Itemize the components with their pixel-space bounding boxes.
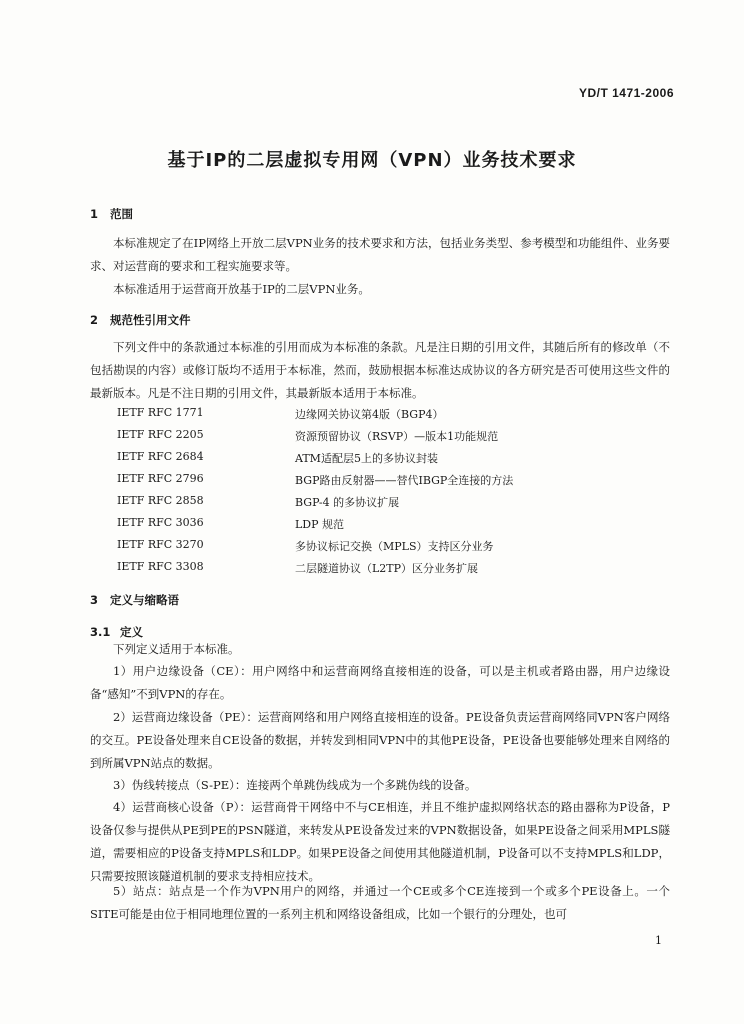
reference-title: ATM适配层5上的多协议封装: [295, 452, 438, 465]
reference-title: 资源预留协议（RSVP）—版本1功能规范: [295, 430, 499, 443]
standard-code: YD/T 1471-2006: [578, 86, 674, 100]
page-title: 基于IP的二层虚拟专用网（VPN）业务技术要求: [167, 150, 577, 171]
reference-row: [117, 494, 637, 514]
reference-code: IETF RFC 2684: [117, 450, 204, 463]
reference-code: IETF RFC 3308: [117, 560, 204, 573]
section-3-heading: [90, 592, 179, 608]
section-title: 规范性引用文件: [110, 313, 191, 327]
section-1-paragraph: 本标准适用于运营商开放基于IP的二层VPN业务。: [113, 282, 370, 296]
reference-code: IETF RFC 3270: [117, 538, 204, 551]
reference-title: BGP-4 的多协议扩展: [295, 496, 400, 509]
section-1-heading: [90, 206, 133, 222]
reference-row: [117, 428, 637, 448]
definition-item: 4）运营商核心设备（P）：运营商骨干网络中不与CE相连，并且不维护虚拟网络状态的路由器称为P设备，P设备仅参与提供从PE到PE的PSN隧道，来转发从PE设备发过来的VPN数据设备，如果PE设备之间采用MPLS隧道，需要相应的P设备支持MPLS和LDP。如果PE设备之间使用其他隧道机制，P设备可以不支持MPLS和LDP，只需要按照该隧道机制的要求支持相应技术。: [90, 800, 670, 883]
reference-title: LDP 规范: [295, 518, 345, 531]
definition-item: 1）用户边缘设备（CE）：用户网络中和运营商网络直接相连的设备，可以是主机或者路由器，用户边缘设备“感知”不到VPN的存在。: [90, 664, 670, 701]
subsection-title: 定义: [120, 625, 143, 639]
reference-title: 二层隧道协议（L2TP）区分业务扩展: [295, 562, 479, 575]
reference-row: [117, 472, 637, 492]
section-number: 2: [90, 313, 99, 327]
reference-code: IETF RFC 3036: [117, 516, 204, 529]
section-title: 范围: [110, 207, 133, 221]
section-1-paragraph: 本标准规定了在IP网络上开放二层VPN业务的技术要求和方法，包括业务类型、参考模型和功能组件、业务要求、对运营商的要求和工程实施要求等。: [90, 236, 670, 273]
reference-row: [117, 538, 637, 558]
reference-code: IETF RFC 1771: [117, 406, 204, 419]
section-2-intro: 下列文件中的条款通过本标准的引用而成为本标准的条款。凡是注日期的引用文件，其随后所有的修改单（不包括勘误的内容）或修订版均不适用于本标准，然而，鼓励根据本标准达成协议的各方研究是否可使用这些文件的最新版本。凡是不注日期的引用文件，其最新版本适用于本标准。: [90, 340, 670, 400]
reference-title: 多协议标记交换（MPLS）支持区分业务: [295, 540, 494, 553]
definition-item: 2）运营商边缘设备（PE）：运营商网络和用户网络直接相连的设备。PE设备负责运营商网络同VPN客户网络的交互。PE设备处理来自CE设备的数据，并转发到相同VPN中的其他PE设备，PE设备也要能够处理来自网络的到所属VPN站点的数据。: [90, 710, 670, 770]
subsection-number: 3.1: [90, 625, 111, 639]
reference-code: IETF RFC 2205: [117, 428, 204, 441]
definition-item: 3）伪线转接点（S-PE）：连接两个单跳伪线成为一个多跳伪线的设备。: [113, 778, 477, 792]
section-number: 3: [90, 593, 99, 607]
definitions-intro: 下列定义适用于本标准。: [113, 642, 240, 656]
section-number: 1: [90, 207, 99, 221]
reference-title: BGP路由反射器——替代IBGP全连接的方法: [295, 474, 514, 487]
reference-row: [117, 450, 637, 470]
section-title: 定义与缩略语: [110, 593, 179, 607]
reference-row: [117, 560, 637, 580]
reference-code: IETF RFC 2858: [117, 494, 204, 507]
definition-item: 5）站点：站点是一个作为VPN用户的网络，并通过一个CE或多个CE连接到一个或多个PE设备上。一个SITE可能是由位于相同地理位置的一系列主机和网络设备组成，比如一个银行的分理处，也可: [90, 884, 670, 921]
reference-code: IETF RFC 2796: [117, 472, 204, 485]
reference-title: 边缘网关协议第4版（BGP4）: [295, 408, 444, 421]
reference-row: [117, 516, 637, 536]
section-2-heading: [90, 312, 191, 328]
reference-row: [117, 406, 637, 426]
page-number: 1: [655, 934, 662, 947]
